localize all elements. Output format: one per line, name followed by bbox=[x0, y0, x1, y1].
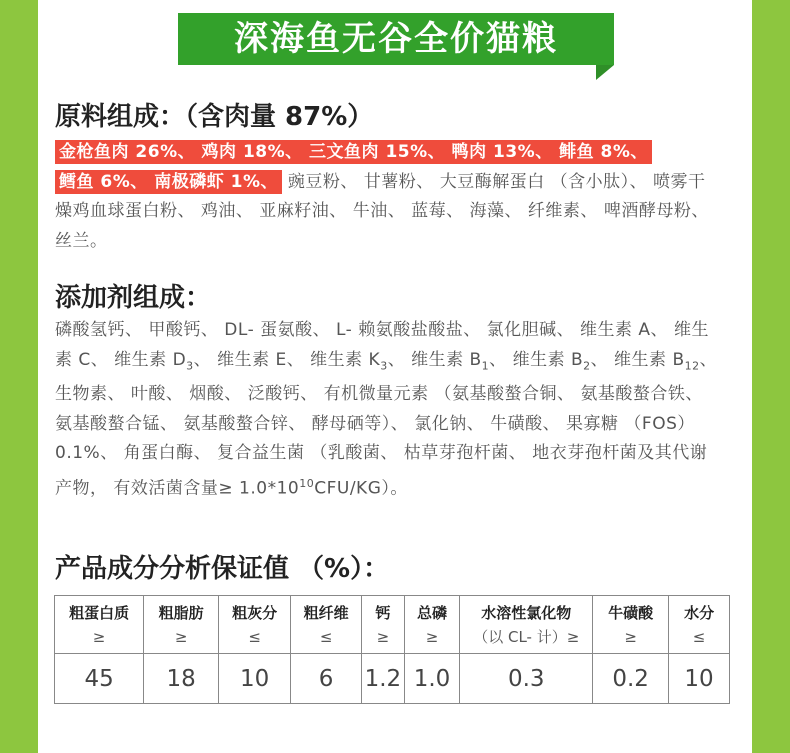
table-header-cell: 粗脂肪 ≥ bbox=[144, 596, 219, 654]
table-value-cell: 1.0 bbox=[404, 654, 460, 704]
sub-k: 3 bbox=[380, 358, 388, 372]
additives-seg-5: 、 维生素 B bbox=[590, 349, 685, 370]
table-value-cell: 6 bbox=[291, 654, 362, 704]
ingredients-title: 原料组成：（含肉量 87%） bbox=[55, 102, 374, 132]
table-header-cell: 粗纤维 ≤ bbox=[291, 596, 362, 654]
highlight-line-1: 金枪鱼肉 26%、 鸡肉 18%、 三文鱼肉 15%、 鸭肉 13%、 鲱鱼 8%、 bbox=[55, 140, 652, 164]
analysis-table bbox=[54, 595, 730, 704]
table-header-cell: 钙 ≥ bbox=[362, 596, 405, 654]
sup-exp: 10 bbox=[299, 476, 315, 490]
table-header-cell: 水溶性氯化物 （以 CL- 计）≥ bbox=[460, 596, 593, 654]
additives-seg-7: CFU/KG）。 bbox=[314, 478, 408, 499]
sub-b1: 1 bbox=[481, 358, 490, 372]
table-header-cell: 粗蛋白质 ≥ bbox=[55, 596, 144, 654]
ingredients-rest: 豌豆粉、 甘薯粉、 大豆酶解蛋白 （含小肽）、 喷雾干燥鸡血球蛋白粉、 鸡油、 亚麻籽油、 牛油、 蓝莓、 海藻、 纤维素、 啤酒酵母粉、 丝兰。 bbox=[55, 171, 709, 251]
table-header-cell: 粗灰分 ≤ bbox=[219, 596, 291, 654]
table-header-cell: 总磷 ≥ bbox=[404, 596, 460, 654]
banner-fold bbox=[596, 65, 614, 80]
additives-seg-6: 、 生物素、 叶酸、 烟酸、 泛酸钙、 有机微量元素 （氨基酸螯合铜、 氨基酸螯合铁、 氨基酸螯合锰、 氨基酸螯合锌、 酵母硒等）、 氯化钠、 牛磺酸、 果寡糖 （FOS） 0.1%、 角蛋白酶、 复合益生菌 （乳酸菌、 枯草芽孢杆菌、 地衣芽孢杆菌及其代谢产物， 有效活菌含量≥ 1.0*10 bbox=[55, 349, 718, 499]
table-value-cell: 0.3 bbox=[460, 654, 593, 704]
sub-b2: 2 bbox=[583, 358, 591, 372]
title-banner bbox=[178, 13, 614, 80]
table-value-cell: 10 bbox=[669, 654, 730, 704]
table-value-cell: 18 bbox=[144, 654, 219, 704]
additives-seg-1: 磷酸氢钙、 甲酸钙、 DL- 蛋氨酸、 L- 赖氨酸盐酸盐、 氯化胆碱、 维生素 A、 维生素 C、 维生素 D bbox=[55, 320, 709, 370]
additives-seg-3: 、 维生素 B bbox=[387, 349, 482, 370]
table-value-cell: 45 bbox=[55, 654, 144, 704]
table-header-row bbox=[55, 596, 730, 654]
banner-title: 深海鱼无谷全价猫粮 bbox=[178, 13, 614, 65]
table-header-cell: 水分 ≤ bbox=[669, 596, 730, 654]
highlight-line-2: 鳕鱼 6%、 南极磷虾 1%、 bbox=[55, 170, 282, 194]
ingredients-text bbox=[55, 138, 720, 256]
sub-d: 3 bbox=[186, 358, 194, 372]
analysis-title: 产品成分分析保证值 （%）： bbox=[55, 554, 390, 584]
additives-seg-4: 、 维生素 B bbox=[489, 349, 584, 370]
table-value-cell: 10 bbox=[219, 654, 291, 704]
additives-title: 添加剂组成： bbox=[55, 283, 212, 313]
additives-text bbox=[55, 316, 720, 504]
table-value-cell: 0.2 bbox=[593, 654, 669, 704]
sub-b12: 12 bbox=[684, 358, 700, 372]
table-value-row bbox=[55, 654, 730, 704]
additives-seg-2: 、 维生素 E、 维生素 K bbox=[193, 349, 381, 370]
table-header-cell: 牛磺酸 ≥ bbox=[593, 596, 669, 654]
table-value-cell: 1.2 bbox=[362, 654, 405, 704]
